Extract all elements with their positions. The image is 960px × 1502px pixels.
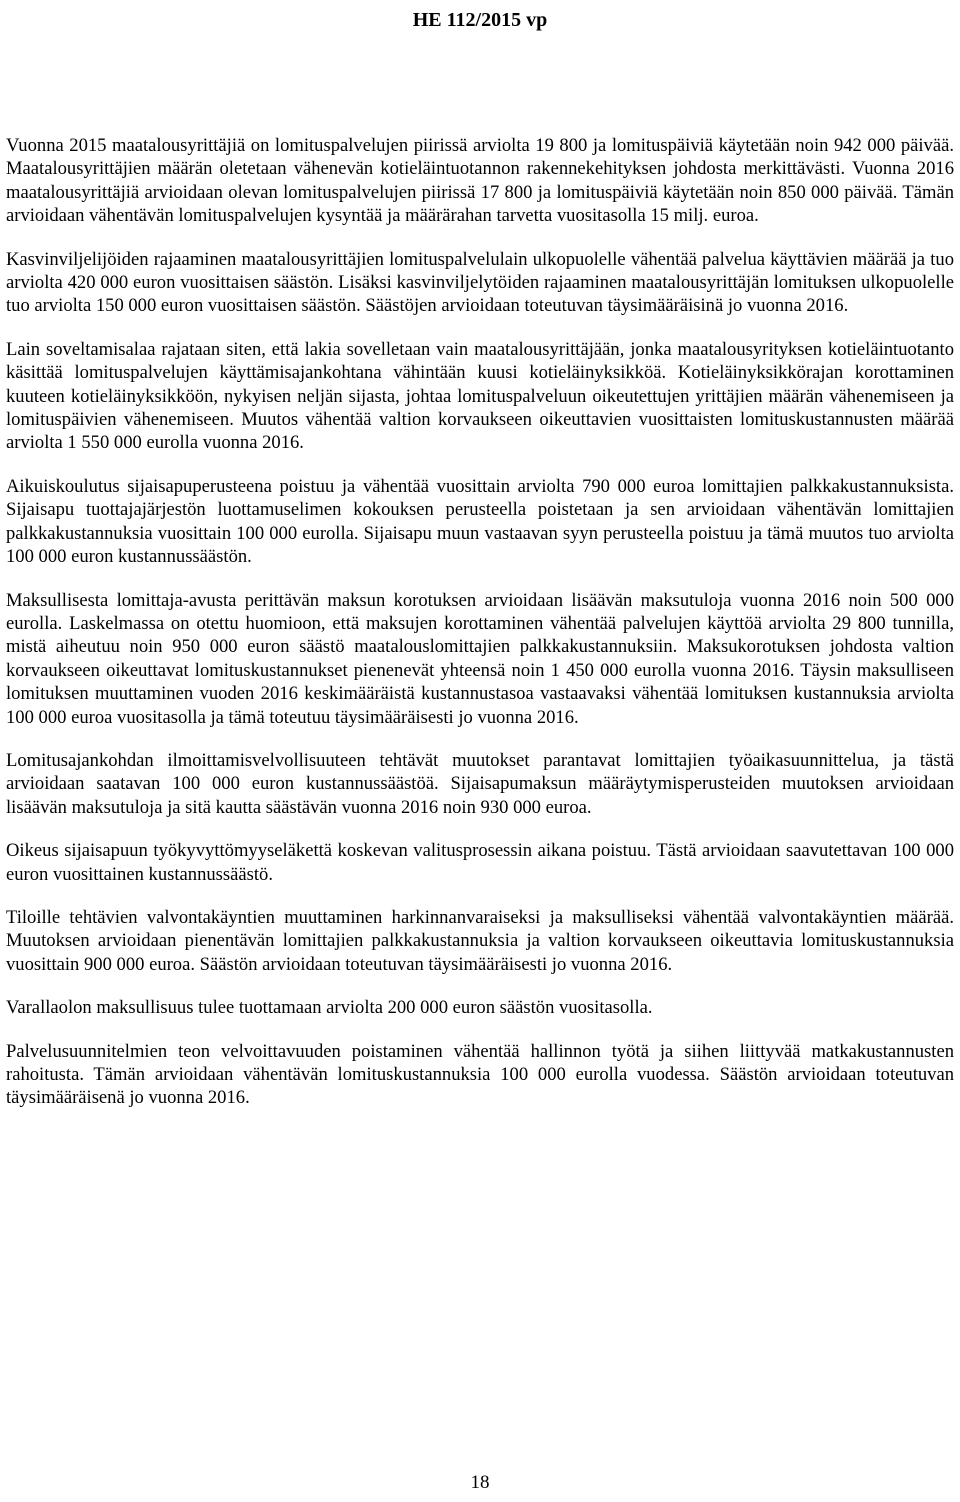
paragraph-varallaolo: Varallaolon maksullisuus tulee tuottamaan arviolta 200 000 euron säästön vuositasolla. <box>6 997 653 1019</box>
page-number: 18 <box>470 1472 490 1493</box>
paragraph-ilmoittamisvelvollisuus: Lomitusajankohdan ilmoittamisvelvollisuuteen tehtävät muutokset parantavat lomittajien työaikasuunnittelua, ja tästä arvioidaan saatavan 100 000 euron kustannussäästöä. Sijaisapumaksun määräytymisperusteiden muutoksen arvioidaan lisäävän maksutuloja ja sitä kautta säästävän vuonna 2016 noin 930 000 euroa. <box>6 749 954 818</box>
paragraph-maksullinen-lomittaja-apu: Maksullisesta lomittaja-avusta perittävän maksun korotuksen arvioidaan lisäävän maksutuloja vuonna 2016 noin 500 000 eurolla. Laskelmassa on otettu huomioon, että maksujen korottaminen vähentää palvelujen käyttöä arviolta 29 800 tunnilla, mistä aiheutuu noin 950 000 euron säästö maatalouslomittajien palkkakustannuksiin. Maksukorotuksen johdosta valtion korvaukseen oikeuttavat lomituskustannukset pienenevät yhteensä noin 1 450 000 eurolla vuonna 2016. Täysin maksulliseen lomituksen muuttaminen vuoden 2016 keskimääräistä kustannustasoa vastaavaksi vähentää lomituksen kustannuksia arviolta 100 000 euroa vuositasolla ja tämä toteutuu täysimääräisesti jo vuonna 2016. <box>6 589 954 728</box>
document-header: HE 112/2015 vp <box>412 9 548 31</box>
paragraph-valvontakaynnit: Tiloille tehtävien valvontakäyntien muuttaminen harkinnanvaraiseksi ja maksulliseksi vähentää valvontakäyntien määrää. Muutoksen arvioidaan pienentävän lomittajien palkkakustannuksia ja valtion korvaukseen oikeuttavia lomituskustannuksia vuosittain 900 000 euroa. Säästön arvioidaan toteutuvan täysimääräisesti jo vuonna 2016. <box>6 906 954 975</box>
document-body <box>6 134 954 1130</box>
paragraph-soveltamisala: Lain soveltamisalaa rajataan siten, että lakia sovelletaan vain maatalousyrittäjään, jonka maatalousyrityksen kotieläintuotanto käsittää lomituspalvelujen käyttämisajankohtana vähintään kuusi kotieläinyksikköä. Kotieläinyksikkörajan korottaminen kuuteen kotieläinyksikköön, nykyisen neljän sijasta, johtaa lomituspalveluun oikeutettujen yrittäjien määrän vähenemiseen ja lomituspäivien vähenemiseen. Muutos vähentää valtion korvaukseen oikeuttavien vuosittaisten lomituskustannusten määrää arviolta 1 550 000 eurolla vuonna 2016. <box>6 338 954 454</box>
paragraph-tyokyvyttomyyselake: Oikeus sijaisapuun työkyvyttömyyseläkettä koskevan valitusprosessin aikana poistuu. Tästä arvioidaan saavutettavan 100 000 euron vuosittainen kustannussäästö. <box>6 840 954 885</box>
paragraph-lomitus-2015-2016: Vuonna 2015 maatalousyrittäjiä on lomituspalvelujen piirissä arviolta 19 800 ja lomituspäiviä käytetään noin 942 000 päivää. Maatalousyrittäjien määrän oletetaan vähenevän kotieläintuotannon rakennekehityksen johdosta merkittävästi. Vuonna 2016 maatalousyrittäjiä arvioidaan olevan lomituspalvelujen piirissä 17 800 ja lomituspäiviä käytetään noin 850 000 päivää. Tämän arvioidaan vähentävän lomituspalvelujen kysyntää ja määrärahan tarvetta vuositasolla 15 milj. euroa. <box>6 135 954 227</box>
paragraph-kasvinviljelijat: Kasvinviljelijöiden rajaaminen maatalousyrittäjien lomituspalvelulain ulkopuolelle vähentää palvelua käyttävien määrää ja tuo arviolta 420 000 euron vuosittaisen säästön. Lisäksi kasvinviljelytöiden rajaaminen maatalousyrittäjän lomituksen ulkopuolelle tuo arviolta 150 000 euron vuosittaisen säästön. Säästöjen arvioidaan toteutuvan täysimääräisinä jo vuonna 2016. <box>6 248 954 317</box>
paragraph-aikuiskoulutus: Aikuiskoulutus sijaisapuperusteena poistuu ja vähentää vuosittain arviolta 790 000 euroa lomittajien palkkakustannuksista. Sijaisapu tuottajajärjestön luottamuselimen kokouksen perusteella poistetaan ja sen arvioidaan vähentävän lomittajien palkkakustannuksia vuosittain 100 000 eurolla. Sijaisapu muun vastaavan syyn perusteella poistuu ja tämä muutos tuo arviolta 100 000 euron kustannussäästön. <box>6 475 954 568</box>
paragraph-palvelusuunnitelmat: Palvelusuunnitelmien teon velvoittavuuden poistaminen vähentää hallinnon työtä ja siihen liittyvää matkakustannusten rahoitusta. Tämän arvioidaan vähentävän lomituskustannuksia 100 000 eurolla vuodessa. Säästön arvioidaan toteutuvan täysimääräisenä jo vuonna 2016. <box>6 1040 954 1109</box>
